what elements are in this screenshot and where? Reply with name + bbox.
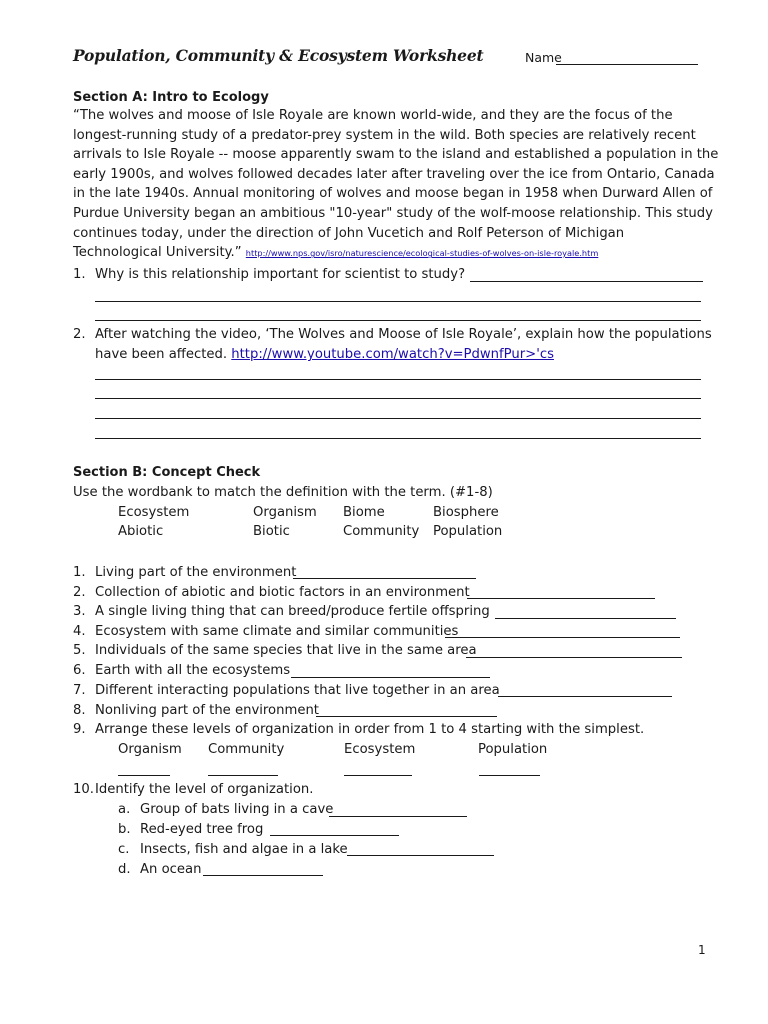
question-text: Individuals of the same species that live in the same area bbox=[95, 643, 477, 658]
name-blank[interactable] bbox=[556, 64, 698, 65]
question-number: 1. bbox=[73, 565, 86, 580]
intro-paragraph bbox=[73, 106, 719, 264]
q2-text-line2 bbox=[95, 345, 554, 365]
question-number: 10. bbox=[73, 782, 94, 797]
question-text: Earth with all the ecosystems bbox=[95, 663, 291, 678]
question-text: Ecosystem with same climate and similar communities bbox=[95, 624, 459, 639]
q1-answer-line[interactable] bbox=[470, 281, 703, 282]
q1-answer-line[interactable] bbox=[95, 301, 701, 302]
question-number: 6. bbox=[73, 663, 86, 678]
paragraph-line: Purdue University began an ambitious "10-year" study of the wolf-moose relationship. This study bbox=[73, 205, 713, 221]
subitem-label: d. bbox=[118, 862, 131, 877]
paragraph-line: continues today, under the direction of John Vucetich and Rolf Peterson of Michigan bbox=[73, 225, 625, 241]
q2-number: 2. bbox=[73, 327, 86, 342]
paragraph-line-last bbox=[73, 243, 703, 264]
question-text: Collection of abiotic and biotic factors in an environment bbox=[95, 585, 470, 600]
question-text: Nonliving part of the environment bbox=[95, 703, 319, 718]
section-b-heading: Section B: Concept Check bbox=[73, 465, 261, 480]
question-number: 8. bbox=[73, 703, 86, 718]
answer-blank[interactable] bbox=[466, 657, 682, 658]
question-number: 5. bbox=[73, 643, 86, 658]
order-blank[interactable] bbox=[344, 775, 412, 776]
answer-blank[interactable] bbox=[498, 696, 672, 697]
level-term: Population bbox=[478, 742, 548, 757]
question-text: Different interacting populations that live together in an area bbox=[95, 683, 500, 698]
paragraph-line: longest-running study of a predator-prey system in the wild. Both species are relatively recent bbox=[73, 127, 696, 143]
page-number: 1 bbox=[698, 943, 706, 957]
question-text: Identify the level of organization. bbox=[95, 782, 314, 797]
paragraph-line: early 1900s, and wolves followed decades later after traveling over the ice from Ontario, Canada bbox=[73, 166, 715, 182]
answer-blank[interactable] bbox=[270, 835, 399, 836]
q2-answer-line[interactable] bbox=[95, 438, 701, 439]
answer-blank[interactable] bbox=[203, 875, 323, 876]
question-number: 3. bbox=[73, 604, 86, 619]
subitem-label: a. bbox=[118, 802, 131, 817]
subitem-text: Group of bats living in a cave bbox=[140, 802, 334, 817]
order-blank[interactable] bbox=[118, 775, 170, 776]
source-link[interactable]: http://www.nps.gov/isro/naturescience/ecological-studies-of-wolves-on-isle-royale.htm bbox=[245, 248, 599, 259]
name-label: Name bbox=[525, 50, 562, 65]
question-number: 4. bbox=[73, 624, 86, 639]
paragraph-line: arrivals to Isle Royale -- moose apparently swam to the island and established a population in the bbox=[73, 147, 719, 163]
q1-answer-line[interactable] bbox=[95, 320, 701, 321]
level-term: Organism bbox=[118, 742, 182, 757]
paragraph-line: “The wolves and moose of Isle Royale are known world-wide, and they are the focus of the bbox=[73, 108, 673, 123]
q2-text-line1: After watching the video, ‘The Wolves and Moose of Isle Royale’, explain how the populations bbox=[95, 327, 712, 342]
level-term: Ecosystem bbox=[344, 742, 416, 757]
subitem-text: Red-eyed tree frog bbox=[140, 822, 264, 837]
question-number: 9. bbox=[73, 722, 86, 737]
section-a-heading: Section A: Intro to Ecology bbox=[73, 90, 269, 105]
answer-blank[interactable] bbox=[467, 598, 655, 599]
subitem-text: Insects, fish and algae in a lake bbox=[140, 842, 348, 857]
question-number: 2. bbox=[73, 585, 86, 600]
worksheet-title: Population, Community & Ecosystem Worksheet bbox=[73, 46, 484, 65]
answer-blank[interactable] bbox=[495, 618, 676, 619]
level-term: Community bbox=[208, 742, 285, 757]
order-blank[interactable] bbox=[479, 775, 540, 776]
question-text: Arrange these levels of organization in order from 1 to 4 starting with the simplest. bbox=[95, 722, 645, 737]
wordbank-instruction: Use the wordbank to match the definition with the term. (#1-8) bbox=[73, 485, 493, 500]
answer-blank[interactable] bbox=[347, 855, 494, 856]
question-number: 7. bbox=[73, 683, 86, 698]
question-text: A single living thing that can breed/produce fertile offspring bbox=[95, 604, 490, 619]
wordbank-term: Population bbox=[433, 524, 503, 539]
question-text: Living part of the environment bbox=[95, 565, 297, 580]
q2-text: have been affected. bbox=[95, 347, 228, 362]
answer-blank[interactable] bbox=[293, 578, 476, 579]
subitem-label: b. bbox=[118, 822, 131, 837]
answer-blank[interactable] bbox=[291, 677, 490, 678]
q2-answer-line[interactable] bbox=[95, 418, 701, 419]
paragraph-end-text: Technological University.” bbox=[73, 245, 242, 261]
q2-answer-line[interactable] bbox=[95, 379, 701, 380]
paragraph-line: in the late 1940s. Annual monitoring of wolves and moose began in 1958 when Durward Allen of bbox=[73, 186, 713, 202]
q1-text: Why is this relationship important for scientist to study? bbox=[95, 267, 466, 282]
wordbank-term: Ecosystem bbox=[118, 505, 190, 520]
subitem-text: An ocean bbox=[140, 862, 202, 877]
wordbank-term: Biotic bbox=[253, 524, 290, 539]
order-blank[interactable] bbox=[208, 775, 278, 776]
answer-blank[interactable] bbox=[316, 716, 497, 717]
wordbank-term: Biosphere bbox=[433, 505, 499, 520]
q1-number: 1. bbox=[73, 267, 86, 282]
wordbank-term: Biome bbox=[343, 505, 385, 520]
video-link[interactable]: http://www.youtube.com/watch?v=PdwnfPur>'cs bbox=[231, 347, 554, 362]
wordbank-term: Community bbox=[343, 524, 420, 539]
answer-blank[interactable] bbox=[329, 816, 467, 817]
answer-blank[interactable] bbox=[445, 637, 680, 638]
wordbank-term: Organism bbox=[253, 505, 317, 520]
subitem-label: c. bbox=[118, 842, 130, 857]
wordbank-term: Abiotic bbox=[118, 524, 164, 539]
q2-answer-line[interactable] bbox=[95, 398, 701, 399]
